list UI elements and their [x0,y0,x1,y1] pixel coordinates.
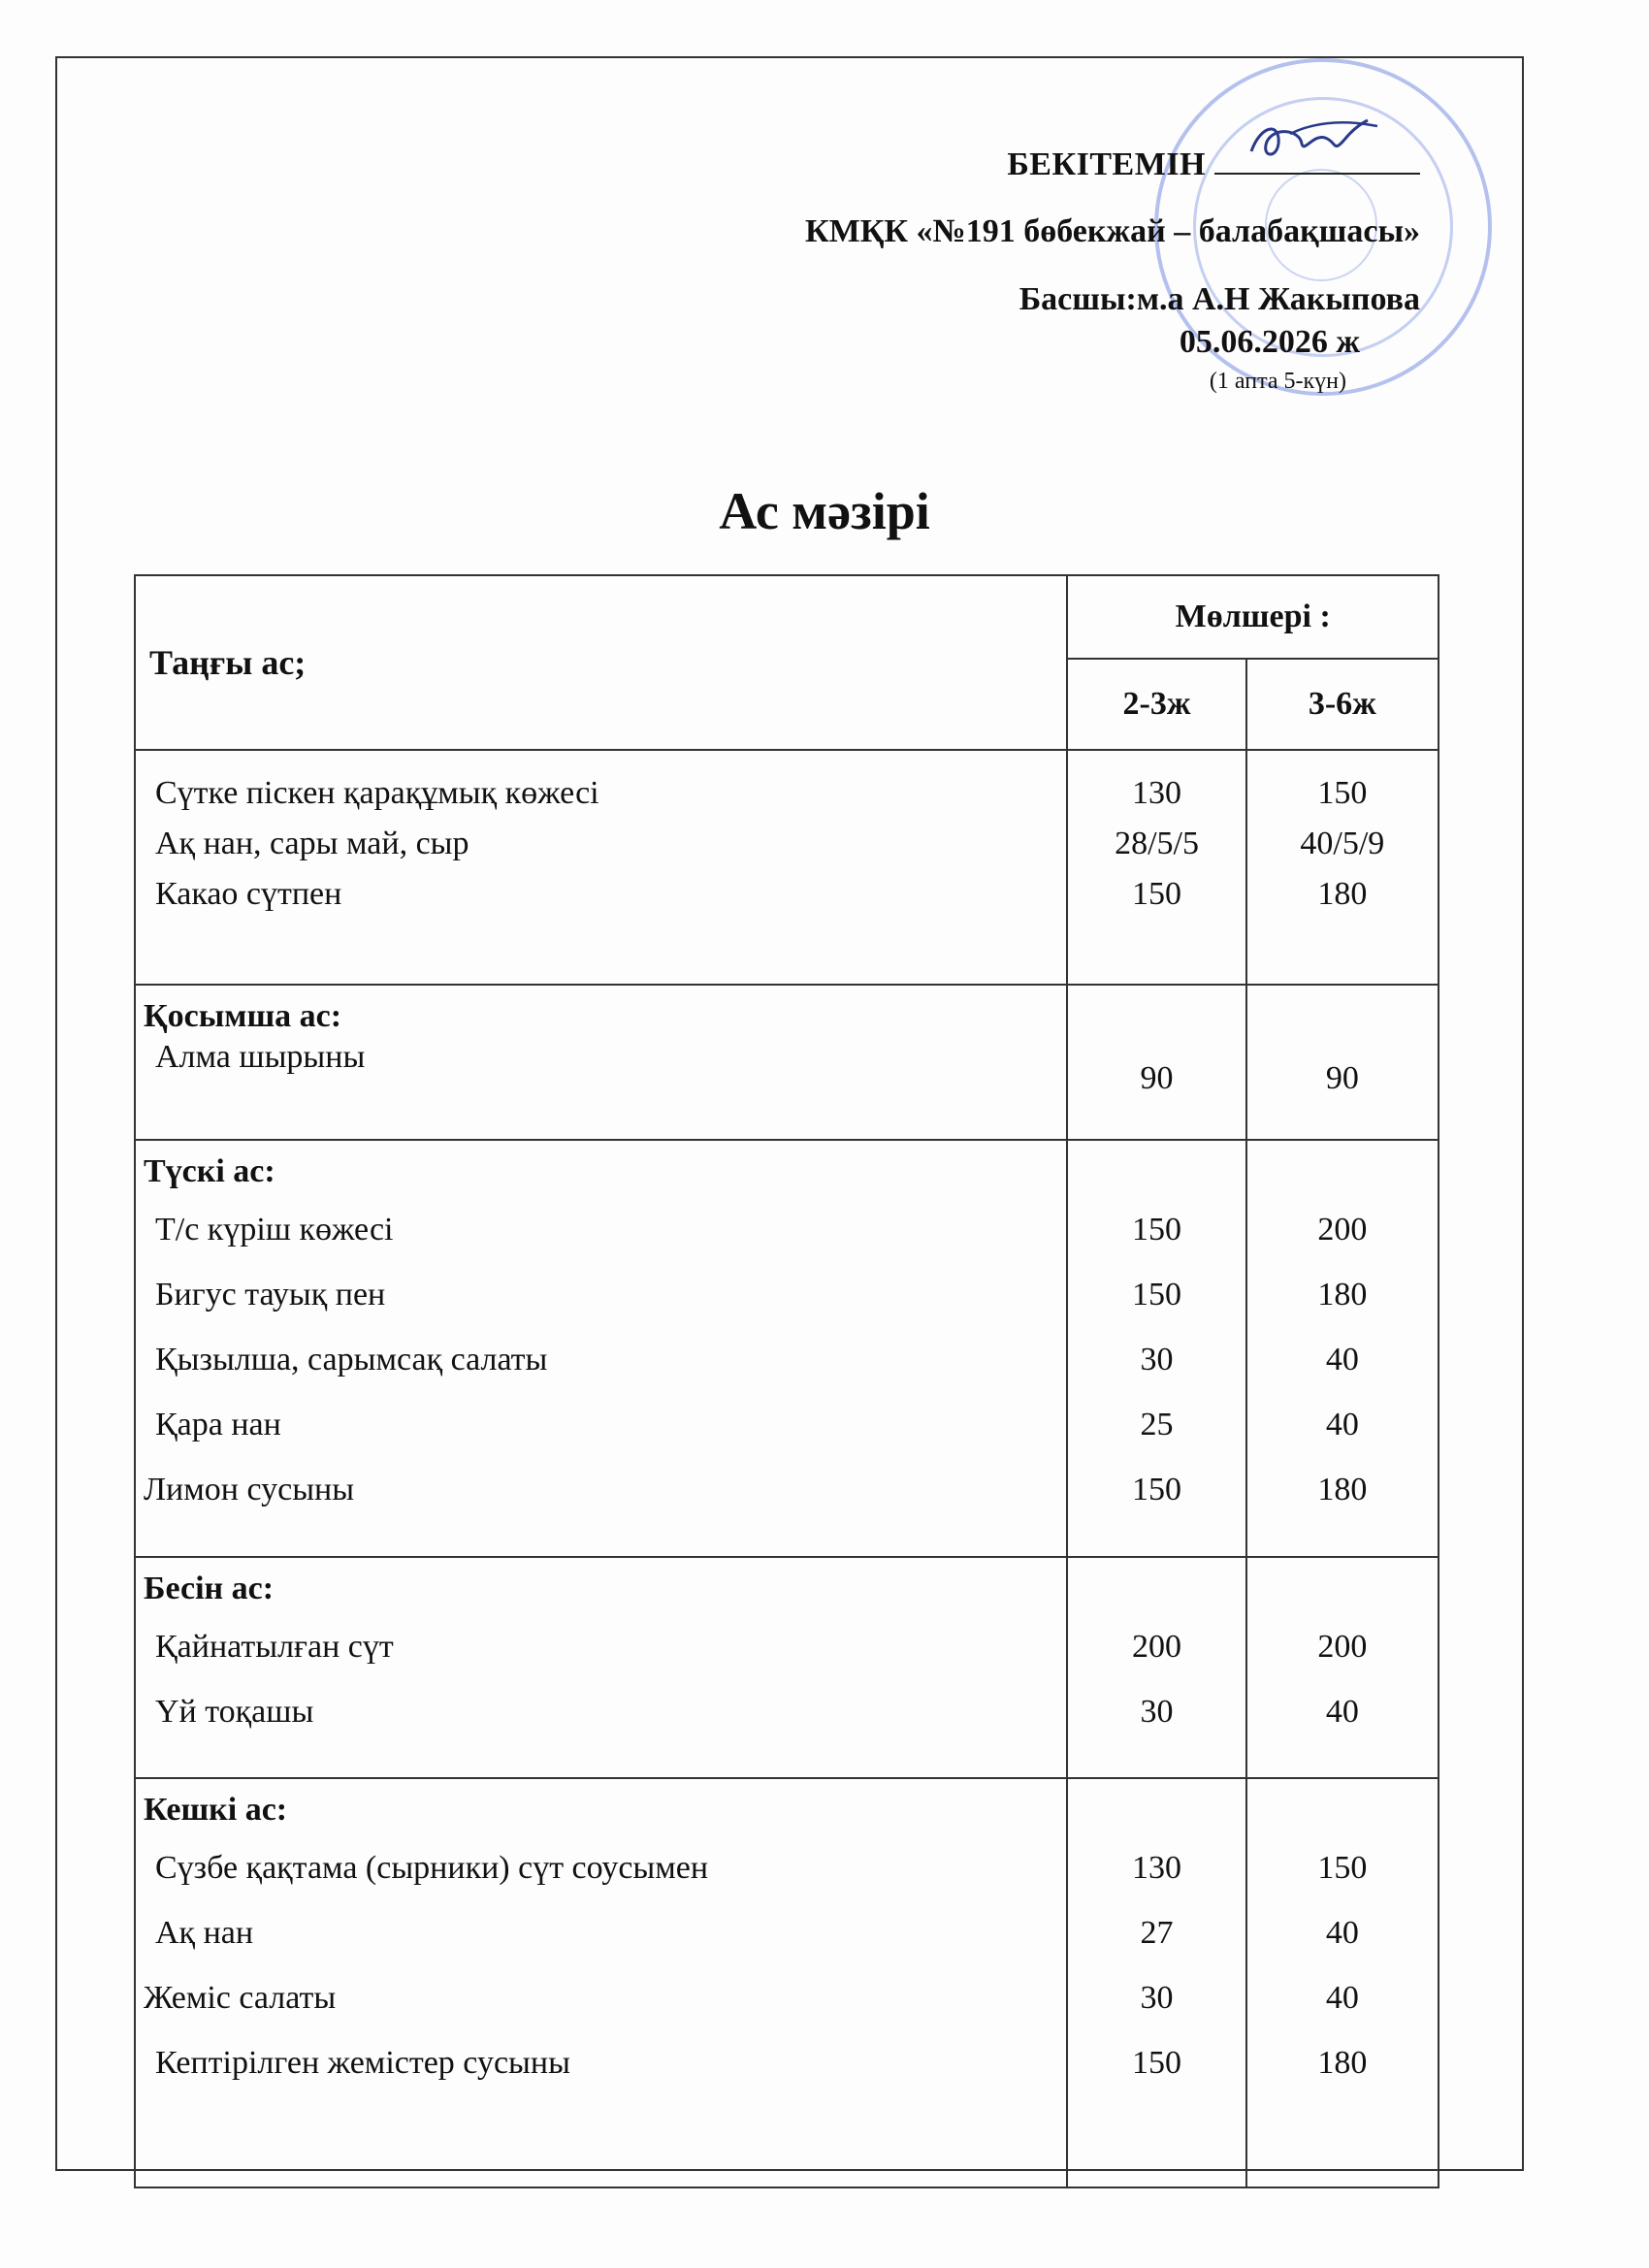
portion-value: 30 [1140,1342,1174,1377]
snack-items [135,985,1067,1140]
portion-value: 130 [1132,1850,1182,1886]
breakfast-items [135,750,1067,985]
lunch-section [135,1140,1439,1557]
portion-value: 150 [1132,1277,1182,1312]
approve-label: БЕКІТЕМІН [1007,146,1206,182]
portion-value: 30 [1140,1694,1174,1730]
section-label-tea: Бесін ас: [144,1571,275,1606]
tea-values-2-3 [1067,1557,1245,1778]
portion-value: 180 [1317,1277,1368,1312]
supper-values-2-3 [1067,1778,1245,2187]
list-item: Алма шырыны [155,1039,366,1075]
list-item: Кептірілген жемістер сусыны [155,2045,570,2081]
breakfast-values-3-6 [1246,750,1439,985]
portion-value: 180 [1317,1472,1368,1507]
tea-values-3-6 [1246,1557,1439,1778]
portion-value: 40 [1325,1342,1359,1377]
portion-value: 40/5/9 [1300,826,1385,861]
portion-value: 200 [1317,1212,1368,1247]
list-item: Лимон сусыны [144,1472,355,1507]
section-label-snack: Қосымша ас: [144,998,342,1034]
head-name: Басшы:м.а А.Н Жакыпова [1018,281,1420,317]
portion-value: 180 [1317,876,1368,912]
snack-values-3-6 [1246,985,1439,1140]
lunch-items [135,1140,1067,1557]
list-item: Қайнатылған сүт [155,1629,394,1665]
menu-date: 05.06.2026 ж [1179,324,1360,360]
amount-header: Мөлшері : [1067,575,1439,659]
menu-table [134,574,1439,2188]
breakfast-values-2-3 [1067,750,1245,985]
list-item: Жеміс салаты [144,1980,337,2016]
organization-name: КМҚК «№191 бөбекжай – балабақшасы» [805,213,1420,249]
portion-value: 90 [1140,1060,1174,1096]
supper-items [135,1778,1067,2187]
portion-value: 150 [1132,1212,1182,1247]
tea-section [135,1557,1439,1778]
portion-value: 180 [1317,2045,1368,2081]
supper-values-3-6 [1246,1778,1439,2187]
list-item: Ақ нан [155,1915,254,1951]
portion-value: 25 [1140,1407,1174,1442]
portion-value: 27 [1140,1915,1174,1951]
portion-value: 150 [1317,1850,1368,1886]
lunch-values-3-6 [1246,1140,1439,1557]
portion-value: 150 [1132,1472,1182,1507]
supper-section [135,1778,1439,2187]
portion-value: 150 [1132,2045,1182,2081]
handwritten-signature [1232,105,1387,173]
portion-value: 150 [1132,876,1182,912]
breakfast-section [135,750,1439,985]
portion-value: 200 [1132,1629,1182,1665]
portion-value: 40 [1325,1915,1359,1951]
age-column-2-3: 2-3ж [1067,659,1245,750]
portion-value: 200 [1317,1629,1368,1665]
section-label-supper: Кешкі ас: [144,1792,288,1828]
list-item: Какао сүтпен [155,876,342,912]
signature-field [1214,144,1420,175]
list-item: Сүтке піскен қарақұмық көжесі [155,775,599,811]
week-day-note: (1 апта 5-күн) [1209,369,1346,394]
portion-value: 40 [1325,1980,1359,2016]
age-column-3-6: 3-6ж [1246,659,1439,750]
portion-value: 40 [1325,1407,1359,1442]
list-item: Қара нан [155,1407,281,1442]
tea-items [135,1557,1067,1778]
snack-values-2-3 [1067,985,1245,1140]
snack-section [135,985,1439,1140]
approval-line [1007,144,1420,183]
list-item: Ақ нан, сары май, сыр [155,826,469,861]
breakfast-header: Таңғы ас; [135,575,1067,750]
portion-value: 40 [1325,1694,1359,1730]
list-item: Т/с күріш көжесі [155,1212,394,1247]
portion-value: 90 [1325,1060,1359,1096]
list-item: Үй тоқашы [155,1694,314,1730]
lunch-values-2-3 [1067,1140,1245,1557]
table-header-row [135,575,1439,659]
portion-value: 150 [1317,775,1368,811]
list-item: Қызылша, сарымсақ салаты [155,1342,548,1377]
list-item: Бигус тауық пен [155,1277,386,1312]
page-title: Ас мәзірі [719,482,930,540]
portion-value: 130 [1132,775,1182,811]
list-item: Сүзбе қақтама (сырники) сүт соусымен [155,1850,709,1886]
portion-value: 28/5/5 [1115,826,1199,861]
portion-value: 30 [1140,1980,1174,2016]
section-label-lunch: Түскі ас: [144,1153,275,1189]
